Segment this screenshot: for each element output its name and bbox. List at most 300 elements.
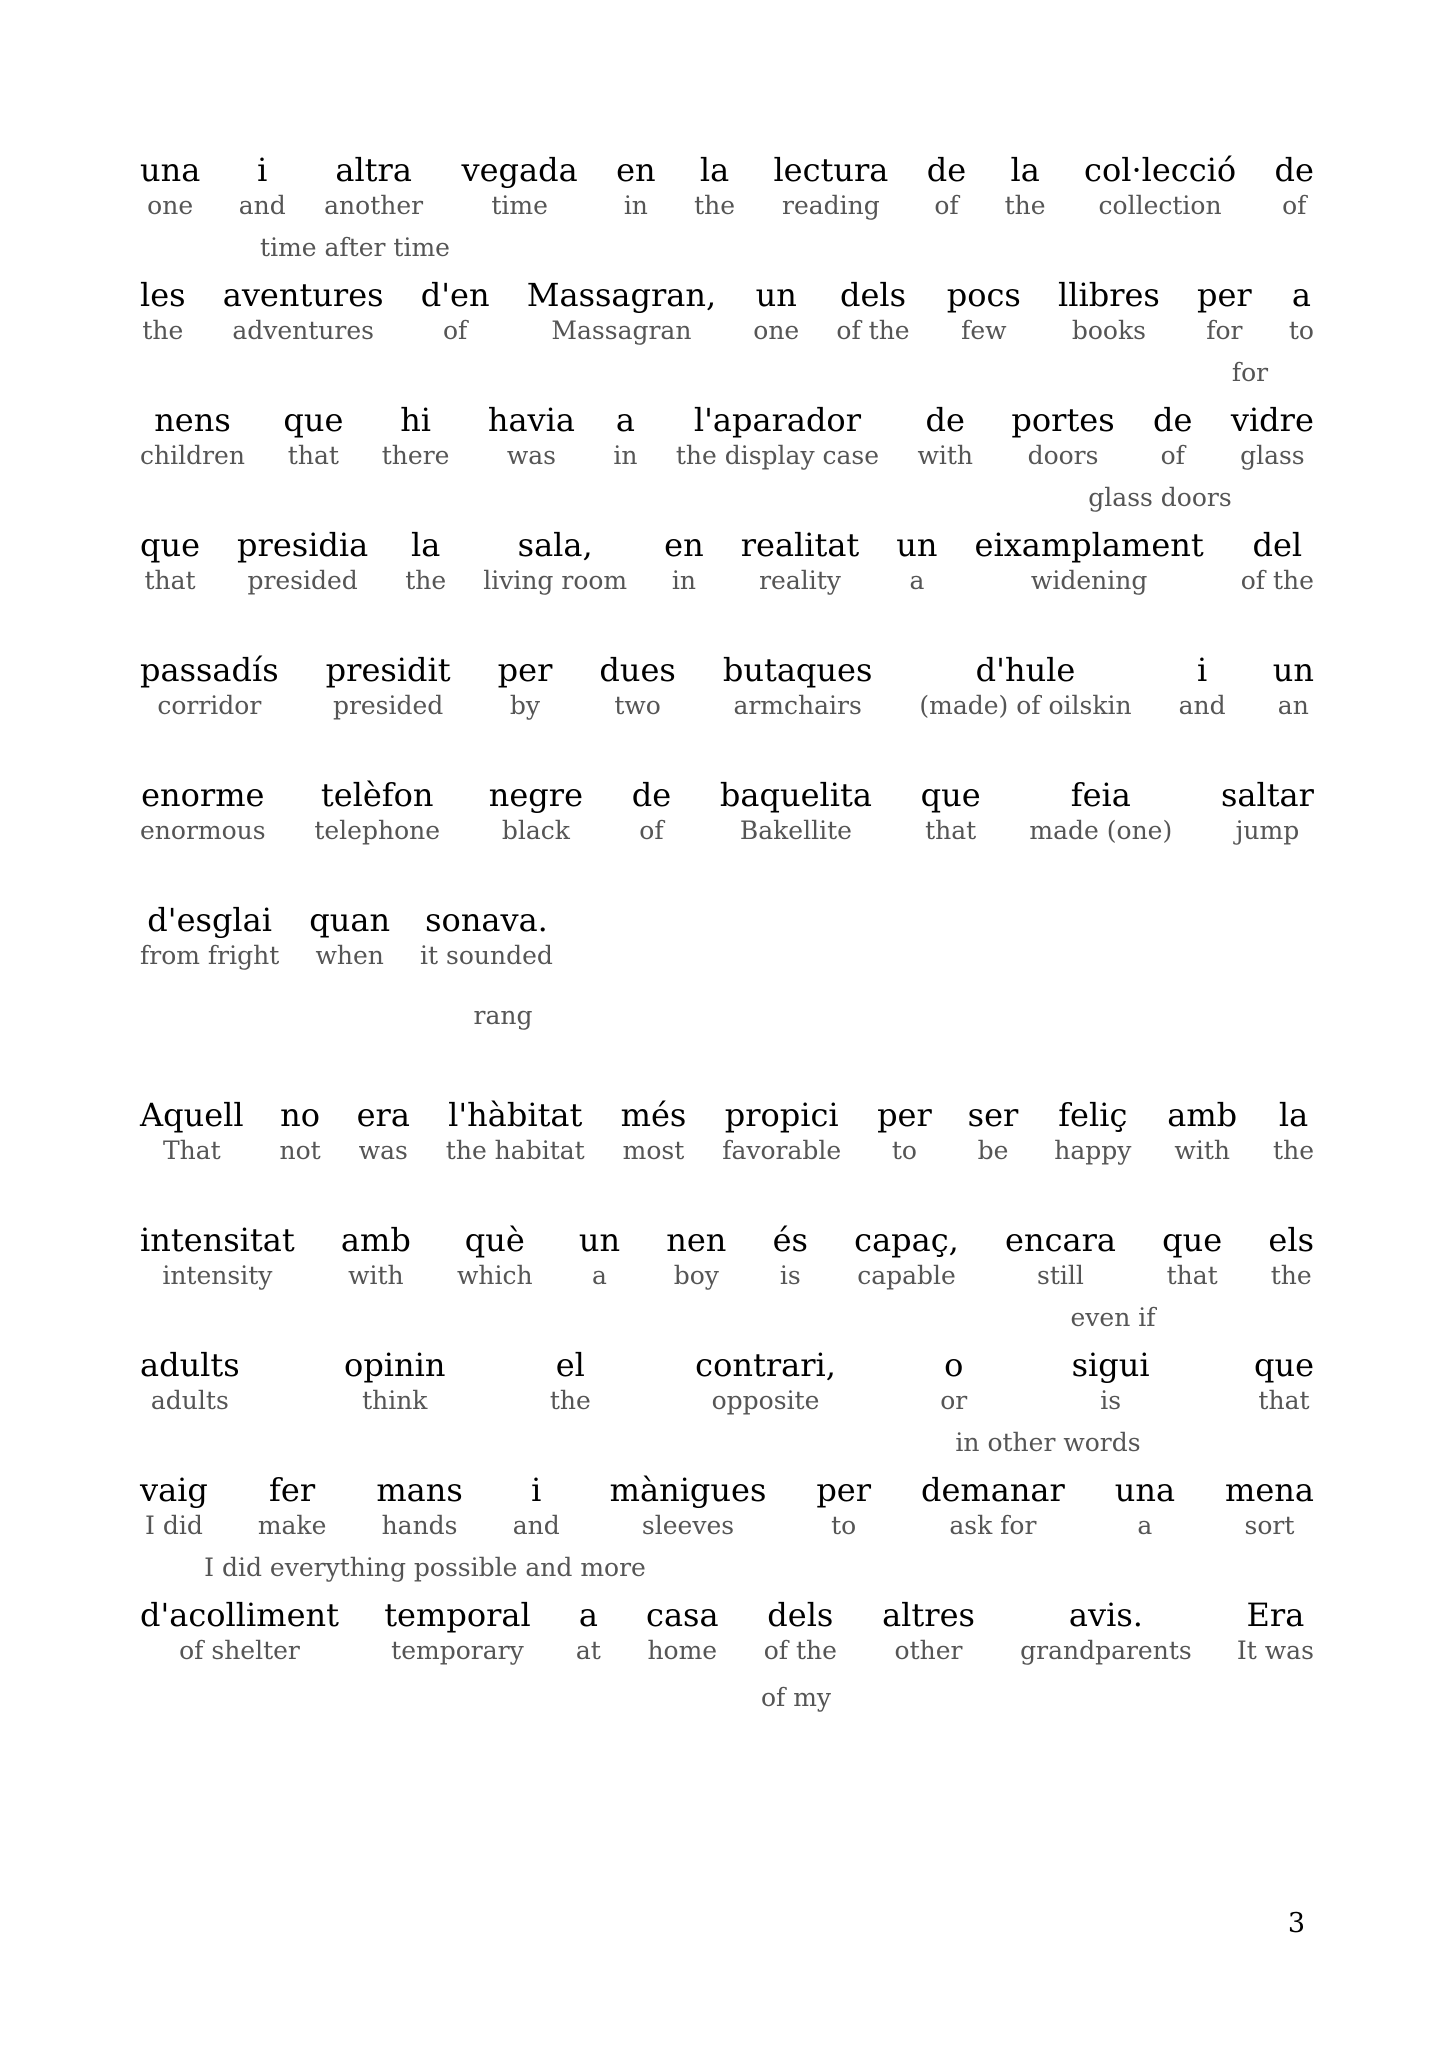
catalan-word: Massagran, [526, 276, 717, 314]
catalan-word: feia [1070, 776, 1131, 814]
english-gloss: jump [1235, 816, 1300, 845]
english-gloss: at [575, 1636, 601, 1665]
word-unit [1273, 650, 1314, 722]
word-unit [1054, 1095, 1131, 1167]
catalan-word: nen [666, 1221, 727, 1259]
word-unit [720, 775, 872, 847]
interlinear-line [140, 400, 1314, 472]
idiomatic-gloss: time after time [260, 233, 450, 262]
catalan-word: a [615, 401, 635, 439]
catalan-word: les [140, 276, 186, 314]
english-gloss: corridor [157, 691, 262, 720]
word-unit [1029, 775, 1172, 847]
english-gloss: with [917, 441, 973, 470]
catalan-word: un [1272, 651, 1314, 689]
english-gloss: the [1004, 191, 1046, 220]
english-gloss: reality [759, 566, 841, 595]
word-unit [309, 900, 390, 972]
catalan-word: que [140, 526, 201, 564]
interlinear-line [140, 275, 1314, 347]
english-gloss: was [506, 441, 556, 470]
catalan-word: negre [488, 776, 584, 814]
english-gloss: the habitat [445, 1136, 585, 1165]
english-gloss: and [1178, 691, 1226, 720]
word-unit [947, 275, 1021, 347]
english-gloss: of [1282, 191, 1307, 220]
catalan-word: en [664, 526, 704, 564]
catalan-word: quan [309, 901, 391, 939]
english-gloss: of the [763, 1636, 837, 1665]
catalan-word: col·lecció [1084, 151, 1237, 189]
catalan-word: mena [1224, 1471, 1314, 1509]
catalan-word: opinin [344, 1346, 446, 1384]
english-gloss: That [162, 1136, 221, 1165]
catalan-word: temporal [384, 1596, 531, 1634]
catalan-word: d'acolliment [140, 1596, 339, 1634]
english-gloss: adults [150, 1386, 229, 1415]
english-gloss: that [144, 566, 196, 595]
word-unit [376, 1470, 462, 1542]
word-unit [344, 1345, 445, 1417]
catalan-word: de [925, 401, 965, 439]
english-gloss: telephone [314, 816, 441, 845]
english-gloss: the [142, 316, 184, 345]
english-gloss: of the [836, 316, 910, 345]
page-number: 3 [1287, 1908, 1305, 1939]
word-unit [140, 775, 266, 847]
word-unit [1058, 275, 1160, 347]
catalan-word: hi [400, 401, 432, 439]
english-gloss: reading [782, 191, 880, 220]
catalan-word: de [631, 776, 672, 814]
catalan-word: mans [376, 1471, 463, 1509]
word-unit [1241, 525, 1314, 597]
word-unit [239, 150, 286, 222]
catalan-word: altra [335, 151, 412, 189]
catalan-word: realitat [740, 526, 860, 564]
catalan-word: i [1197, 651, 1208, 689]
english-gloss: most [622, 1136, 685, 1165]
idiomatic-gloss: rang [473, 1001, 533, 1030]
english-gloss: of [1160, 441, 1185, 470]
catalan-word: per [816, 1471, 872, 1509]
english-gloss: children [140, 441, 245, 470]
word-unit [676, 400, 879, 472]
word-unit [1237, 1595, 1314, 1667]
english-gloss: one [147, 191, 194, 220]
word-unit [283, 400, 343, 472]
catalan-word: vaig [140, 1471, 208, 1509]
word-unit [1005, 150, 1046, 222]
word-unit [695, 1345, 836, 1417]
catalan-word: feliç [1058, 1096, 1128, 1134]
english-gloss: it sounded [420, 941, 553, 970]
catalan-word: o [944, 1346, 964, 1384]
word-unit [384, 1595, 531, 1667]
english-gloss: make [257, 1511, 327, 1540]
catalan-word: mànigues [609, 1471, 767, 1509]
english-gloss: of [442, 316, 468, 345]
word-unit [314, 775, 440, 847]
english-gloss: presided [332, 691, 444, 720]
catalan-word: intensitat [140, 1221, 295, 1259]
interlinear-line [140, 650, 1314, 722]
english-gloss: which [457, 1261, 533, 1290]
word-unit [324, 150, 423, 222]
word-unit [1221, 775, 1314, 847]
word-unit [1197, 275, 1252, 347]
word-unit [341, 1220, 411, 1292]
english-gloss: living room [483, 566, 628, 595]
english-gloss: the [405, 566, 447, 595]
word-unit [1005, 1220, 1116, 1292]
catalan-word: fer [269, 1471, 316, 1509]
english-gloss: still [1037, 1261, 1084, 1290]
english-gloss: books [1071, 316, 1146, 345]
word-unit [940, 1345, 967, 1417]
catalan-word: altres [882, 1596, 975, 1634]
catalan-word: més [620, 1096, 687, 1134]
english-gloss: with [348, 1261, 404, 1290]
word-unit [140, 1345, 240, 1417]
catalan-word: casa [646, 1596, 719, 1634]
catalan-word: nens [154, 401, 231, 439]
english-gloss: few [961, 316, 1007, 345]
catalan-word: dels [767, 1596, 834, 1634]
english-gloss: adventures [232, 316, 374, 345]
catalan-word: butaques [722, 651, 873, 689]
english-gloss: made (one) [1029, 816, 1173, 845]
word-unit [968, 1095, 1019, 1167]
english-gloss: two [614, 691, 661, 720]
word-unit [140, 650, 279, 722]
interlinear-line [140, 1345, 1314, 1417]
catalan-word: amb [340, 1221, 411, 1259]
english-gloss: when [315, 941, 384, 970]
word-unit [579, 1220, 620, 1292]
english-gloss: the [694, 191, 736, 220]
word-unit [223, 275, 384, 347]
english-gloss: of [639, 816, 664, 845]
word-unit [1167, 1095, 1237, 1167]
catalan-word: propici [724, 1096, 839, 1134]
catalan-word: d'hule [975, 651, 1076, 689]
english-gloss: collection [1098, 191, 1222, 220]
interlinear-line [140, 1095, 1314, 1167]
word-unit [741, 525, 860, 597]
word-unit [610, 1470, 767, 1542]
interlinear-line [140, 900, 1314, 972]
english-gloss: that [1166, 1261, 1218, 1290]
word-unit [1225, 1470, 1314, 1542]
idiomatic-gloss: for [1231, 358, 1269, 387]
word-unit [382, 400, 450, 472]
word-unit [140, 150, 200, 222]
english-gloss: boy [673, 1261, 719, 1290]
catalan-word: pocs [946, 276, 1021, 314]
catalan-word: del [1252, 526, 1303, 564]
idiomatic-gloss: even if [1070, 1303, 1156, 1332]
word-unit [1231, 400, 1314, 472]
word-unit [773, 1220, 808, 1292]
english-gloss: in [623, 191, 648, 220]
word-unit [280, 1095, 321, 1167]
english-gloss: that [1258, 1386, 1310, 1415]
english-gloss: be [977, 1136, 1009, 1165]
word-unit [527, 275, 716, 347]
word-unit [140, 400, 245, 472]
english-gloss: that [925, 816, 977, 845]
english-gloss: favorable [722, 1136, 842, 1165]
catalan-word: amb [1167, 1096, 1238, 1134]
interlinear-line [140, 150, 1314, 222]
english-gloss: a [909, 566, 925, 595]
catalan-word: avis. [1068, 1596, 1143, 1634]
word-unit [483, 525, 627, 597]
english-gloss: and [238, 191, 286, 220]
english-gloss: think [362, 1386, 428, 1415]
catalan-word: dues [599, 651, 676, 689]
catalan-word: Era [1246, 1596, 1305, 1634]
catalan-word: demanar [920, 1471, 1065, 1509]
english-gloss: I did [145, 1511, 203, 1540]
catalan-word: la [1278, 1096, 1309, 1134]
english-gloss: of the [1240, 566, 1314, 595]
word-unit [975, 525, 1204, 597]
catalan-word: llibres [1058, 276, 1160, 314]
idiomatic-gloss: I did everything possible and more [204, 1553, 646, 1582]
word-unit [919, 650, 1131, 722]
catalan-word: sigui [1071, 1346, 1150, 1384]
english-gloss: opposite [711, 1386, 820, 1415]
catalan-word: era [356, 1096, 410, 1134]
english-gloss: by [509, 691, 541, 720]
idiomatic-gloss: in other words [955, 1428, 1141, 1457]
word-unit [513, 1470, 560, 1542]
word-unit [694, 150, 735, 222]
english-gloss: doors [1027, 441, 1099, 470]
word-unit [836, 275, 909, 347]
word-unit [723, 650, 872, 722]
catalan-word: vidre [1230, 401, 1314, 439]
word-unit [896, 525, 937, 597]
word-unit [1268, 1220, 1314, 1292]
catalan-word: què [464, 1221, 525, 1259]
english-gloss: a [591, 1261, 607, 1290]
word-unit [550, 1345, 591, 1417]
word-unit [140, 275, 186, 347]
word-unit [140, 1595, 339, 1667]
catalan-word: per [877, 1096, 932, 1134]
catalan-word: enorme [141, 776, 265, 814]
interlinear-line [140, 1470, 1314, 1542]
english-gloss: that [287, 441, 339, 470]
catalan-word: l'aparador [693, 401, 861, 439]
catalan-word: passadís [140, 651, 279, 689]
idiomatic-gloss: glass doors [1088, 483, 1232, 512]
word-unit [877, 1095, 932, 1167]
english-gloss: from fright [140, 941, 280, 970]
catalan-word: vegada [461, 151, 578, 189]
english-gloss: the [549, 1386, 591, 1415]
catalan-word: la [699, 151, 730, 189]
catalan-word: a [578, 1596, 598, 1634]
english-gloss: happy [1054, 1136, 1132, 1165]
english-gloss: ask for [949, 1511, 1037, 1540]
word-unit [457, 1220, 533, 1292]
english-gloss: intensity [162, 1261, 273, 1290]
word-unit [664, 525, 704, 597]
interlinear-line [140, 1220, 1314, 1292]
catalan-word: no [280, 1096, 321, 1134]
word-unit [326, 650, 451, 722]
word-unit [258, 1470, 327, 1542]
catalan-word: la [411, 526, 441, 564]
word-unit [140, 1470, 208, 1542]
english-gloss: in [613, 441, 638, 470]
english-gloss: glass [1240, 441, 1305, 470]
word-unit [140, 525, 200, 597]
word-unit [616, 150, 656, 222]
catalan-word: una [140, 151, 201, 189]
english-gloss: capable [857, 1261, 956, 1290]
catalan-word: contrari, [695, 1346, 836, 1384]
english-gloss: a [1137, 1511, 1153, 1540]
catalan-word: una [1114, 1471, 1176, 1509]
catalan-word: lectura [773, 151, 889, 189]
english-gloss: with [1174, 1136, 1230, 1165]
catalan-word: que [1162, 1221, 1223, 1259]
english-gloss: was [358, 1136, 408, 1165]
english-gloss: the [1273, 1136, 1314, 1165]
word-unit [632, 775, 671, 847]
catalan-word: saltar [1220, 776, 1314, 814]
catalan-word: eixamplament [974, 526, 1204, 564]
catalan-word: Aquell [140, 1096, 244, 1134]
catalan-word: un [896, 526, 938, 564]
word-unit [421, 275, 490, 347]
english-gloss: armchairs [733, 691, 862, 720]
word-unit [446, 1095, 585, 1167]
word-unit [1011, 400, 1114, 472]
catalan-word: a [1291, 276, 1311, 314]
english-gloss: grandparents [1020, 1636, 1192, 1665]
word-unit [1289, 275, 1314, 347]
english-gloss: (made) of oilskin [919, 691, 1132, 720]
catalan-word: i [257, 151, 268, 189]
catalan-word: els [1268, 1221, 1314, 1259]
catalan-word: en [616, 151, 656, 189]
word-unit [921, 1470, 1065, 1542]
english-gloss: of [934, 191, 959, 220]
catalan-word: capaç, [854, 1221, 959, 1259]
word-unit [462, 150, 578, 222]
english-gloss: is [779, 1261, 801, 1290]
english-gloss: presided [247, 566, 358, 595]
catalan-word: telèfon [320, 776, 434, 814]
english-gloss: enormous [140, 816, 266, 845]
word-unit [773, 150, 888, 222]
word-unit [576, 1595, 601, 1667]
word-unit [488, 400, 575, 472]
catalan-word: adults [140, 1346, 240, 1384]
catalan-word: encara [1005, 1221, 1116, 1259]
catalan-word: aventures [222, 276, 384, 314]
english-gloss: or [940, 1386, 968, 1415]
catalan-word: d'esglai [147, 901, 272, 939]
catalan-word: de [926, 151, 967, 189]
word-unit [613, 400, 637, 472]
word-unit [489, 775, 583, 847]
word-unit [1273, 1095, 1314, 1167]
word-unit [646, 1595, 719, 1667]
idiomatic-gloss: of my [760, 1683, 832, 1712]
word-unit [882, 1595, 975, 1667]
word-unit [1084, 150, 1236, 222]
english-gloss: Bakellite [739, 816, 852, 845]
word-unit [420, 900, 553, 972]
catalan-word: per [1197, 276, 1252, 314]
word-unit [1254, 1345, 1314, 1417]
catalan-word: de [1153, 401, 1193, 439]
catalan-word: sonava. [425, 901, 548, 939]
english-gloss: an [1277, 691, 1309, 720]
word-unit [599, 650, 675, 722]
catalan-word: dels [839, 276, 907, 314]
catalan-word: que [283, 401, 344, 439]
catalan-word: un [578, 1221, 621, 1259]
english-gloss: It was [1236, 1636, 1314, 1665]
catalan-word: baquelita [719, 776, 872, 814]
word-unit [405, 525, 446, 597]
english-gloss: other [894, 1636, 963, 1665]
word-unit [753, 275, 799, 347]
catalan-word: presidit [325, 651, 451, 689]
word-unit [621, 1095, 687, 1167]
english-gloss: to [1288, 316, 1314, 345]
english-gloss: sort [1244, 1511, 1295, 1540]
word-unit [927, 150, 966, 222]
english-gloss: the [1270, 1261, 1312, 1290]
english-gloss: hands [381, 1511, 458, 1540]
english-gloss: black [501, 816, 570, 845]
word-unit [1275, 150, 1314, 222]
catalan-word: havia [487, 401, 575, 439]
catalan-word: que [1253, 1346, 1314, 1384]
catalan-word: és [772, 1221, 808, 1259]
word-unit [1162, 1220, 1222, 1292]
catalan-word: la [1010, 151, 1040, 189]
english-gloss: home [647, 1636, 718, 1665]
english-gloss: temporary [391, 1636, 524, 1665]
word-unit [140, 900, 279, 972]
catalan-word: i [531, 1471, 542, 1509]
word-unit [666, 1220, 726, 1292]
word-unit [140, 1220, 295, 1292]
catalan-word: d'en [420, 276, 490, 314]
interlinear-line [140, 1595, 1314, 1667]
word-unit [816, 1470, 871, 1542]
word-unit [722, 1095, 841, 1167]
english-gloss: one [753, 316, 800, 345]
word-unit [921, 775, 981, 847]
word-unit [1072, 1345, 1150, 1417]
english-gloss: not [279, 1136, 321, 1165]
word-unit [1020, 1595, 1192, 1667]
word-unit [764, 1595, 837, 1667]
catalan-word: per [497, 651, 553, 689]
catalan-word: un [755, 276, 797, 314]
